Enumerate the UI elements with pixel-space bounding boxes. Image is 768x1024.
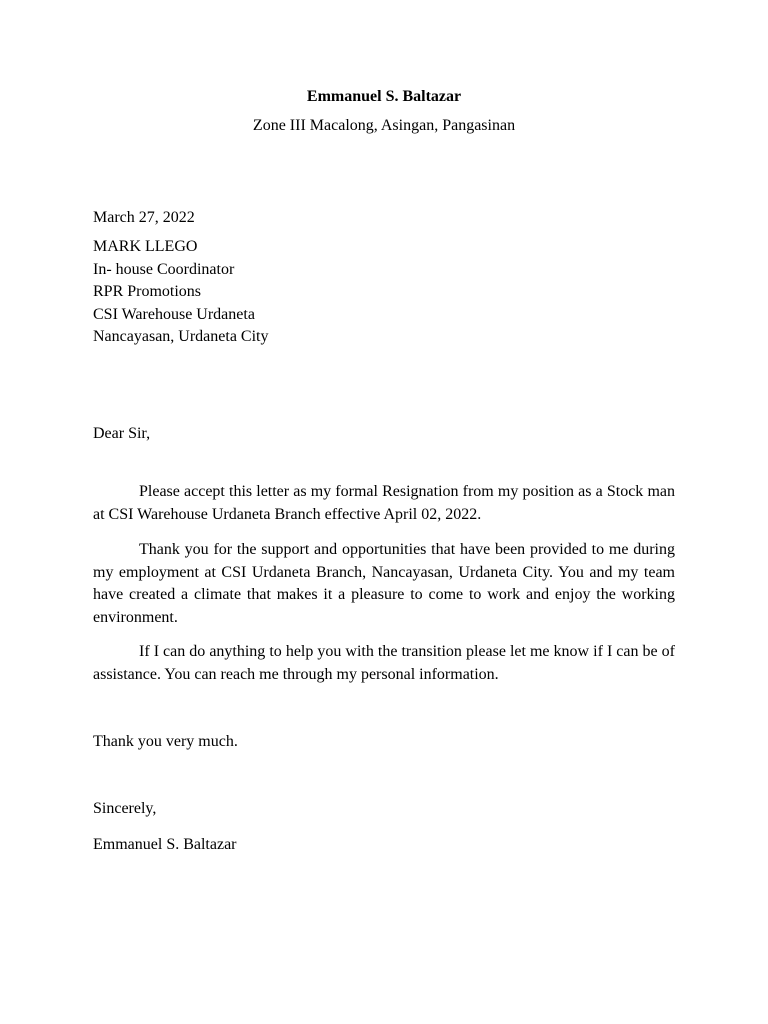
recipient-location: CSI Warehouse Urdaneta — [93, 305, 255, 323]
thanks-line: Thank you very much. — [93, 733, 238, 750]
body-paragraph-1: Please accept this letter as my formal Resignation from my position as a Stock man at CSI Warehouse Urdaneta Branch effective April 02, 2022. — [93, 483, 675, 523]
signature-name: Emmanuel S. Baltazar — [93, 836, 237, 853]
sender-address: Zone III Macalong, Asingan, Pangasinan — [252, 117, 516, 134]
recipient-city: Nancayasan, Urdaneta City — [93, 328, 269, 345]
closing: Sincerely, — [93, 800, 157, 817]
salutation: Dear Sir, — [93, 425, 151, 442]
sender-name: Emmanuel S. Baltazar — [306, 88, 462, 105]
body-paragraph-2: Thank you for the support and opportunities that have been provided to me during my employment at CSI Urdaneta Branch, Nancayasan, Urdaneta City. You and my team have created a climate that makes it a pleasure to come to work and enjoy the working environment. — [93, 541, 675, 626]
letter-date: March 27, 2022 — [93, 209, 195, 226]
recipient-block — [93, 236, 268, 349]
recipient-name: MARK LLEGO — [93, 238, 198, 255]
recipient-company: RPR Promotions — [93, 283, 202, 300]
body-paragraph-3: If I can do anything to help you with the transition please let me know if I can be of assistance. You can reach me through my personal information. — [93, 643, 675, 683]
recipient-title: In- house Coordinator — [93, 260, 235, 278]
